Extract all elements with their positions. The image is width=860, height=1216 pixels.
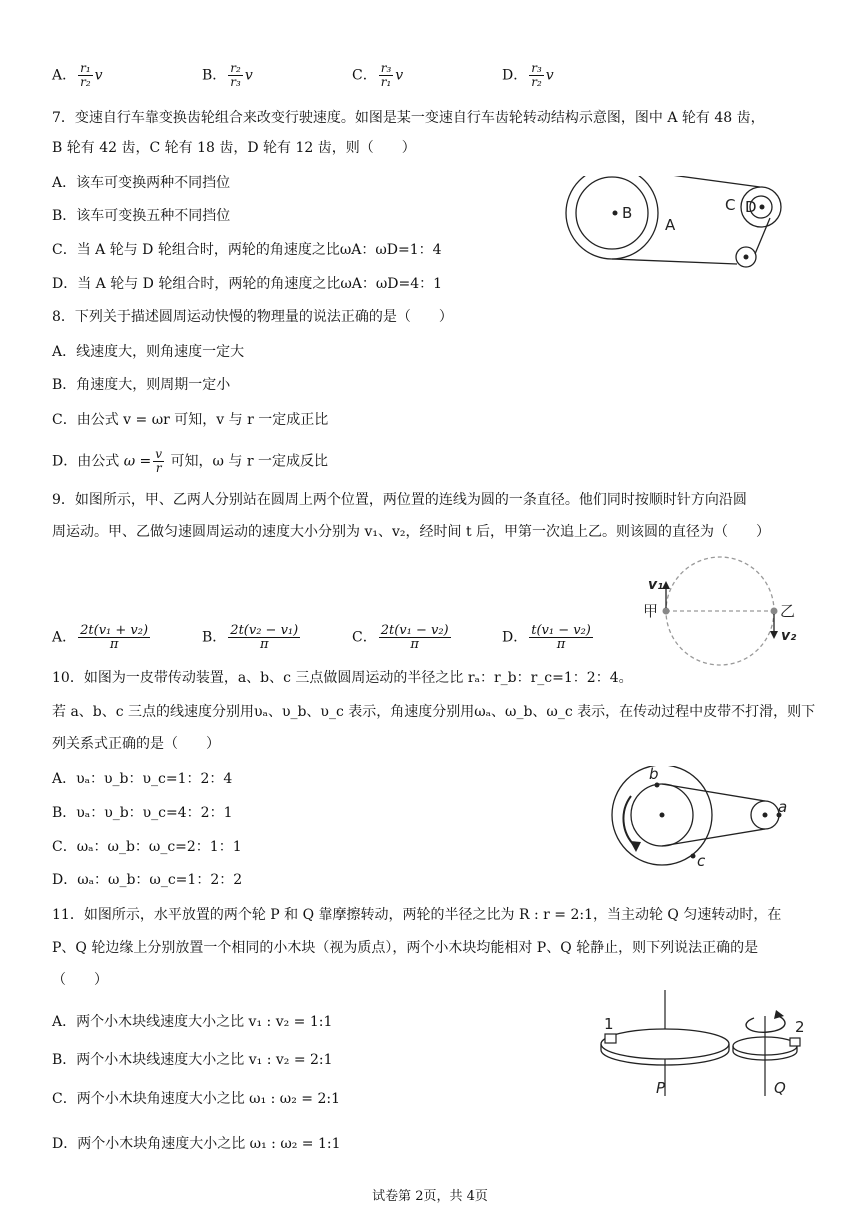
q11-stem-line1: 11．如图所示，水平放置的两个轮 P 和 Q 靠摩擦转动，两轮的半径之比为 R : r = 2:1，当主动轮 Q 匀速转动时，在 (52, 907, 782, 923)
chain-bottom (612, 259, 737, 264)
q9-option-b: B． $\frac{\text{2t(v₂ − v₁)}}{\pi}$ (202, 623, 299, 652)
label-q: Q (774, 1079, 786, 1097)
q9-option-a: A． $\frac{\text{2t(v₁ + v₂)}}{\pi}$ (52, 623, 149, 652)
q9-option-c: C． $\frac{\text{2t(v₁ − v₂)}}{\pi}$ (352, 623, 449, 652)
friction-wheels-diagram (598, 988, 813, 1098)
block-1 (605, 1034, 616, 1043)
q6c-den: r₁ (380, 75, 392, 89)
gear-b-label: B (622, 204, 633, 222)
gear-d-label: D (745, 198, 757, 216)
q7-option-c: C．当 A 轮与 D 轮组合时，两轮的角速度之比ωA：ωD=1：4 (52, 242, 442, 258)
q7-option-a: A．该车可变换两种不同挡位 (52, 175, 231, 191)
q10-option-b: B．υₐ：υ_b：υ_c=4：2：1 (52, 805, 233, 821)
q11-stem-line2: P、Q 轮边缘上分别放置一个相同的小木块（视为质点），两个小木块均能相对 P、Q 轮静止，则下列说法正确的是 (52, 940, 759, 956)
gear-a-outer (566, 176, 658, 259)
label-b: b (649, 766, 659, 783)
q7-stem-line2: B 轮有 42 齿，C 轮有 18 齿，D 轮有 12 齿，则（ ） (52, 140, 416, 156)
label-a: a (778, 798, 788, 816)
point-c (691, 854, 696, 859)
q6b-num: r₂ (230, 61, 241, 75)
label-c: c (697, 852, 706, 870)
belt-drive-diagram (605, 766, 795, 876)
gear-b-center (613, 211, 618, 216)
page-footer: 试卷第 2页，共 4页 (372, 1189, 488, 1204)
label-1: 1 (604, 1015, 614, 1033)
point-b (655, 783, 660, 788)
q6d-num: r₃ (531, 61, 542, 75)
q8-stem: 8．下列关于描述圆周运动快慢的物理量的说法正确的是（ ） (52, 309, 453, 325)
q10-option-d: D．ωₐ：ω_b：ω_c=1：2：2 (52, 872, 243, 888)
yi-point (771, 608, 778, 615)
q11-option-d: D．两个小木块角速度大小之比 ω₁ : ω₂ = 1:1 (52, 1136, 341, 1152)
label-p: P (656, 1079, 666, 1097)
q6a-den: r₂ (80, 75, 91, 89)
q8-option-d: D．由公式 ω = $\frac{v}{r}$ 可知，ω 与 r 一定成反比 (52, 447, 328, 475)
q10-stem-line3: 列关系式正确的是（ ） (52, 736, 220, 752)
label-2: 2 (795, 1018, 805, 1036)
belt-top (662, 784, 765, 801)
q9-option-d: D． $\frac{\text{t(v₁ − v₂)}}{\pi}$ (502, 623, 591, 652)
q8-option-c: C．由公式 v = ωr 可知，v 与 r 一定成正比 (52, 412, 329, 428)
block-2 (790, 1038, 800, 1046)
q6-option-b: B． $\frac{\text{r₂}}{\text{r₃}}$ v (202, 61, 253, 89)
gear-diagram (565, 176, 790, 276)
q10-stem-line2: 若 a、b、c 三点的线速度分别用υₐ、υ_b、υ_c 表示，角速度分别用ωₐ、ω_b、ω_c 表示，在传动过程中皮带不打滑，则下 (52, 704, 816, 720)
q10-stem-line1: 10．如图为一皮带传动装置，a、b、c 三点做圆周运动的半径之比 rₐ：r_b：r_c=1：2：4。 (52, 670, 633, 686)
q6-option-c: C． $\frac{\text{r₃}}{\text{r₁}}$ v (352, 61, 404, 89)
q6a-num: r₁ (80, 61, 91, 75)
v2-label: v₂ (781, 628, 797, 644)
q10-option-c: C．ωₐ：ω_b：ω_c=2：1：1 (52, 839, 242, 855)
gear-a-label: A (665, 216, 676, 234)
gear-c-label: C (725, 196, 736, 214)
q11-option-b: B．两个小木块线速度大小之比 v₁ : v₂ = 2:1 (52, 1052, 333, 1068)
belt-bottom (662, 829, 765, 846)
jia-label: 甲 (643, 602, 659, 620)
q6-option-a: A． $\frac{\text{r₁}}{\text{r₂}}$ v (52, 61, 103, 89)
q7-stem-line1: 7．变速自行车靠变换齿轮组合来改变行驶速度。如图是某一变速自行车齿轮转动结构示意图，图中 A 轮有 48 齿， (52, 110, 765, 126)
q8-option-b: B．角速度大，则周期一定小 (52, 377, 231, 393)
q7-option-b: B．该车可变换五种不同挡位 (52, 208, 231, 224)
q9-stem-line2: 周运动。甲、乙做匀速圆周运动的速度大小分别为 v₁、v₂，经时间 t 后，甲第一次追上乙。则该圆的直径为（ ） (52, 524, 771, 540)
q8-option-a: A．线速度大，则角速度一定大 (52, 344, 245, 360)
chain-right (755, 218, 770, 254)
q6c-num: r₃ (380, 61, 392, 75)
q10-option-a: A．υₐ：υ_b：υ_c=1：2：4 (52, 771, 233, 787)
yi-label: 乙 (780, 602, 796, 620)
q6d-den: r₂ (531, 75, 542, 89)
jia-point (663, 608, 670, 615)
q11-stem-line3: （ ） (52, 972, 108, 988)
q9-stem-line1: 9．如图所示，甲、乙两人分别站在圆周上两个位置，两位置的连线为圆的一条直径。他们同时按顺时针方向沿圆 (52, 492, 747, 508)
v1-label: v₁ (648, 577, 664, 593)
wheel-p (601, 1029, 729, 1059)
q6-option-d: D． $\frac{\text{r₃}}{\text{r₂}}$ v (502, 61, 554, 89)
q11-option-a: A．两个小木块线速度大小之比 v₁ : v₂ = 1:1 (52, 1014, 333, 1030)
q7-option-d: D．当 A 轮与 D 轮组合时，两轮的角速度之比ωA：ωD=4：1 (52, 276, 443, 292)
circle-chase-diagram (638, 556, 808, 668)
gear-b-inner (576, 177, 648, 249)
q6b-den: r₃ (230, 75, 241, 89)
q11-option-c: C．两个小木块角速度大小之比 ω₁ : ω₂ = 2:1 (52, 1091, 340, 1107)
